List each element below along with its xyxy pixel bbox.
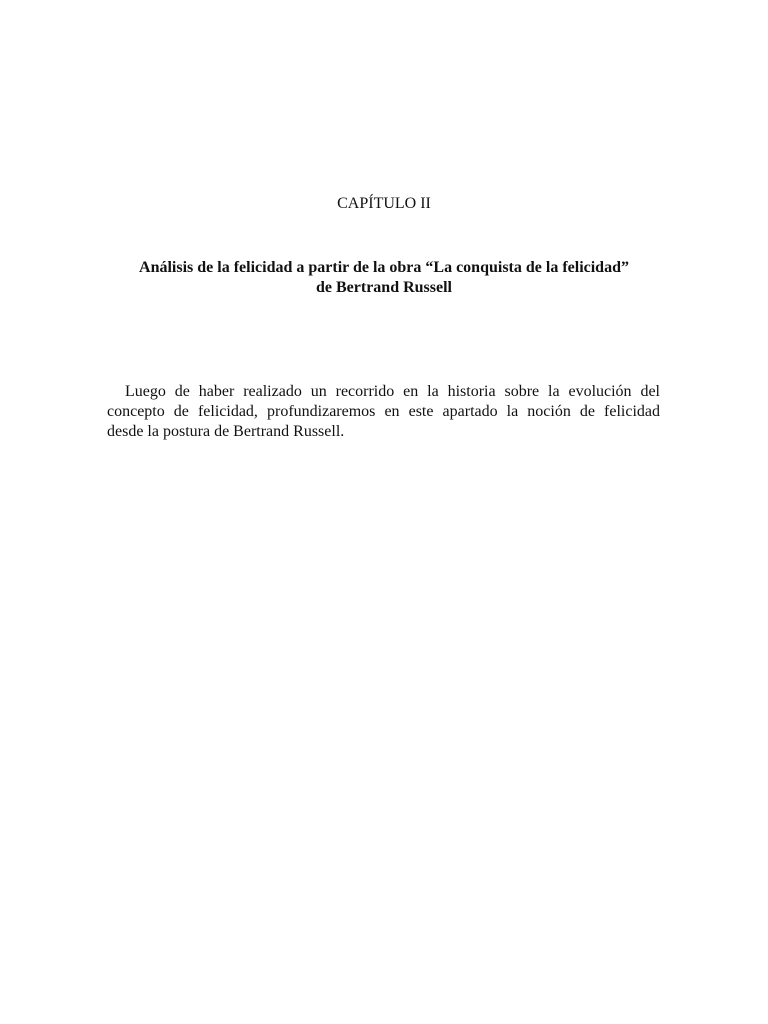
chapter-title-line: Análisis de la felicidad a partir de la obra “La conquista de la felicidad”	[139, 259, 629, 276]
body-paragraph	[107, 382, 660, 442]
paragraph-line: Luego de haber realizado un recorrido en la historia sobre la evolución del	[125, 383, 660, 400]
chapter-title-line: de Bertrand Russell	[316, 279, 452, 296]
paragraph-line: desde la postura de Bertrand Russell.	[107, 423, 345, 440]
chapter-title	[100, 258, 668, 298]
chapter-label: CAPÍTULO II	[337, 195, 431, 212]
paragraph-line: concepto de felicidad, profundizaremos en este apartado la noción de felicidad	[107, 403, 660, 420]
